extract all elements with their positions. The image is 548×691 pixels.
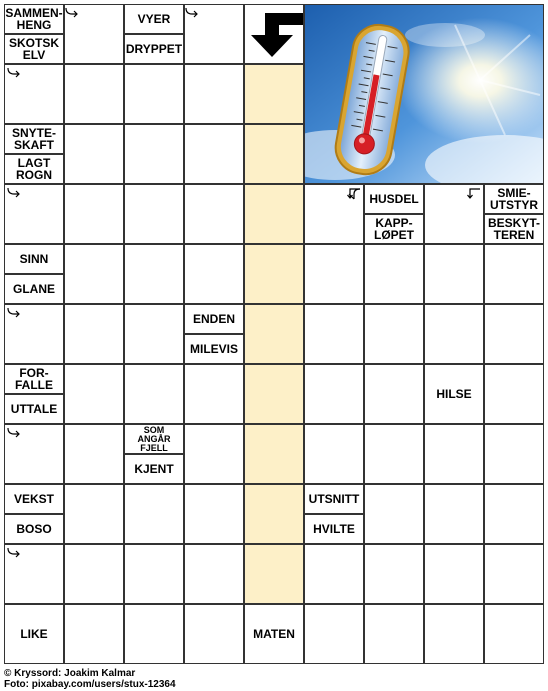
answer-cell[interactable] [64, 544, 124, 604]
answer-cell[interactable] [64, 184, 124, 244]
solution-cell[interactable] [244, 124, 304, 184]
clue-milevis: MILEVIS [184, 334, 244, 364]
arrow-left-down-icon [346, 186, 362, 202]
answer-cell[interactable] [124, 604, 184, 664]
answer-cell[interactable] [484, 544, 544, 604]
thermometer-photo [304, 4, 544, 184]
solution-cell[interactable] [244, 304, 304, 364]
credits [4, 668, 176, 690]
answer-cell[interactable] [424, 484, 484, 544]
clue-sinn: SINN [4, 244, 64, 274]
arrow-down-right-icon [6, 186, 22, 202]
clue-lagt-rogn: LAGT ROGN [4, 154, 64, 184]
clue-dryppet: DRYPPET [124, 34, 184, 64]
answer-cell[interactable] [304, 544, 364, 604]
answer-cell[interactable] [484, 604, 544, 664]
solution-indicator-cell [244, 4, 304, 64]
answer-cell[interactable] [484, 244, 544, 304]
answer-cell[interactable] [424, 424, 484, 484]
arrow-left-down-icon [466, 186, 482, 202]
answer-cell[interactable] [184, 64, 244, 124]
arrow-down-right-icon [6, 66, 22, 82]
clue-sammenheng: SAMMEN- HENG [5, 6, 63, 32]
answer-cell[interactable] [304, 364, 364, 424]
clue-skotsk-elv: SKOTSK ELV [4, 34, 64, 64]
arrow-right-down-icon [184, 6, 200, 22]
answer-cell[interactable] [304, 304, 364, 364]
clue-vekst: VEKST [4, 484, 64, 514]
answer-cell[interactable] [184, 544, 244, 604]
solution-cell[interactable] [244, 484, 304, 544]
clue-vyer: VYER [124, 4, 184, 34]
clue-kjent: KJENT [124, 454, 184, 484]
answer-cell[interactable] [364, 424, 424, 484]
answer-cell[interactable] [124, 124, 184, 184]
arrow-right-down-icon [64, 6, 80, 22]
answer-cell[interactable] [364, 244, 424, 304]
answer-cell[interactable] [184, 604, 244, 664]
answer-cell[interactable] [64, 244, 124, 304]
solution-cell[interactable] [244, 544, 304, 604]
answer-cell[interactable] [64, 484, 124, 544]
arrow-down-right-icon [6, 306, 22, 322]
answer-cell[interactable] [124, 484, 184, 544]
clue-boso: BOSO [4, 514, 64, 544]
solution-cell[interactable] [244, 64, 304, 124]
answer-cell[interactable] [64, 424, 124, 484]
answer-cell[interactable] [364, 544, 424, 604]
answer-cell[interactable] [124, 544, 184, 604]
answer-cell[interactable] [64, 64, 124, 124]
answer-cell[interactable] [424, 244, 484, 304]
answer-cell[interactable] [364, 364, 424, 424]
answer-cell[interactable] [304, 604, 364, 664]
clue-uttale: UTTALE [4, 394, 64, 424]
answer-cell[interactable] [124, 184, 184, 244]
clue-kapplopet: KAPP- LØPET [364, 214, 424, 244]
answer-cell[interactable] [184, 424, 244, 484]
answer-cell[interactable] [364, 304, 424, 364]
clue-smieutstyr: SMIE- UTSTYR [484, 184, 544, 214]
clue-utsnitt: UTSNITT [304, 484, 364, 514]
answer-cell[interactable] [124, 364, 184, 424]
solution-cell[interactable] [244, 424, 304, 484]
solution-cell[interactable] [244, 244, 304, 304]
answer-cell[interactable] [64, 604, 124, 664]
clue-glane: GLANE [4, 274, 64, 304]
answer-cell[interactable] [364, 484, 424, 544]
crossword-grid [4, 4, 544, 664]
clue-som-angar-fjell: SOM ANGÅR FJELL [124, 424, 184, 454]
answer-cell[interactable] [484, 364, 544, 424]
clue-maten: MATEN [244, 604, 304, 664]
clue-like: LIKE [4, 604, 64, 664]
solution-cell[interactable] [244, 364, 304, 424]
clue-hilse: HILSE [424, 364, 484, 424]
answer-cell[interactable] [484, 304, 544, 364]
answer-cell[interactable] [184, 364, 244, 424]
clue-beskytteren: BESKYT- TEREN [484, 214, 544, 244]
answer-cell[interactable] [124, 64, 184, 124]
answer-cell[interactable] [424, 544, 484, 604]
answer-cell[interactable] [484, 424, 544, 484]
answer-cell[interactable] [184, 244, 244, 304]
answer-cell[interactable] [184, 124, 244, 184]
answer-cell[interactable] [64, 124, 124, 184]
clue-husdel: HUSDEL [364, 184, 424, 214]
credit-crossword-author: © Kryssord: Joakim Kalmar [4, 668, 136, 679]
clue-snyteskaft: SNYTE- SKAFT [4, 124, 64, 154]
arrow-down-right-icon [6, 546, 22, 562]
answer-cell[interactable] [184, 484, 244, 544]
answer-cell[interactable] [424, 604, 484, 664]
answer-cell[interactable] [124, 304, 184, 364]
answer-cell[interactable] [304, 424, 364, 484]
answer-cell[interactable] [64, 304, 124, 364]
answer-cell[interactable] [64, 364, 124, 424]
solution-down-arrow-icon [245, 5, 305, 65]
credit-photo-source: Foto: pixabay.com/users/stux-12364 [4, 679, 176, 690]
answer-cell[interactable] [124, 244, 184, 304]
clue-hvilte: HVILTE [304, 514, 364, 544]
thermometer-icon [305, 5, 544, 184]
answer-cell[interactable] [184, 184, 244, 244]
answer-cell[interactable] [364, 604, 424, 664]
clue-forfalle: FOR- FALLE [4, 364, 64, 394]
answer-cell[interactable] [424, 304, 484, 364]
answer-cell[interactable] [484, 484, 544, 544]
clue-enden: ENDEN [184, 304, 244, 334]
solution-cell[interactable] [244, 184, 304, 244]
arrow-down-right-icon [6, 426, 22, 442]
answer-cell[interactable] [304, 244, 364, 304]
